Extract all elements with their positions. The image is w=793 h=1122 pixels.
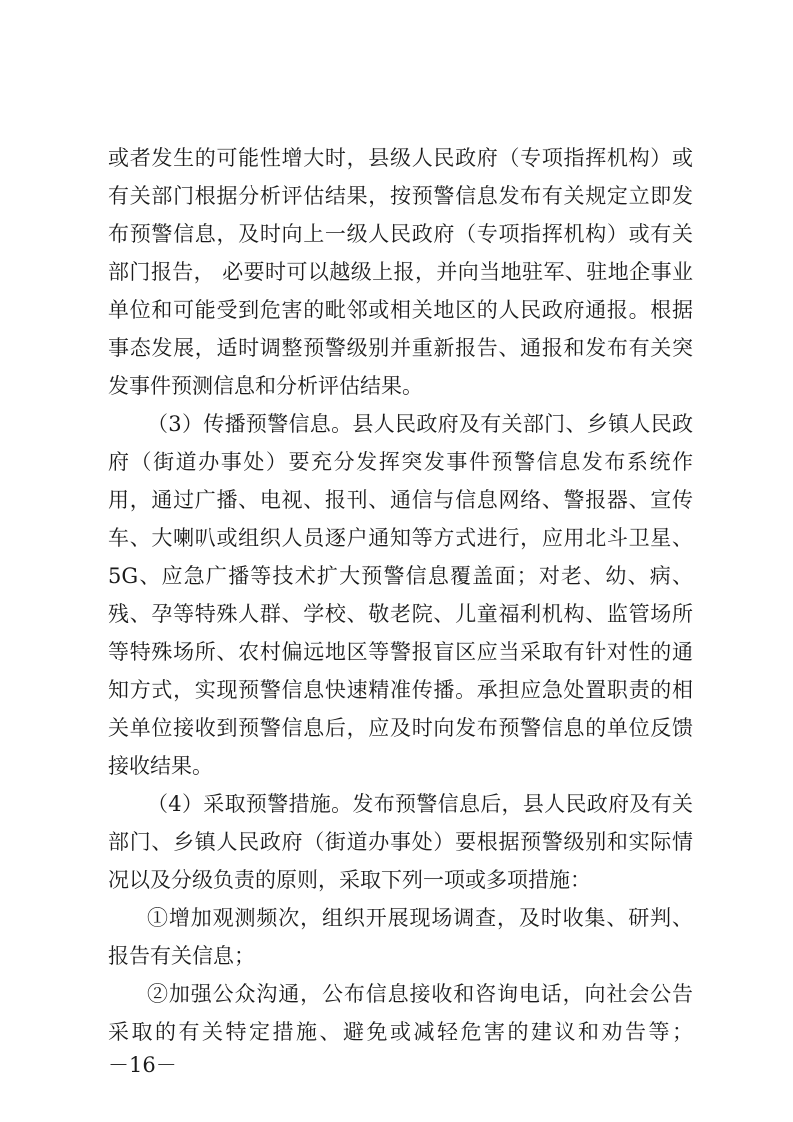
body-line: 或者发生的可能性增大时，县级人民政府（专项指挥机构）或 bbox=[108, 146, 693, 170]
paragraph-first-line: （3）传播预警信息。县人民政府及有关部门、乡镇人民政 bbox=[147, 412, 693, 436]
body-line: 接收结果。 bbox=[108, 754, 213, 778]
paragraph-first-line: （4）采取预警措施。发布预警信息后，县人民政府及有关 bbox=[147, 792, 693, 816]
body-line: 关单位接收到预警信息后，应及时向发布预警信息的单位反馈 bbox=[108, 716, 693, 740]
body-line: 用，通过广播、电视、报刊、通信与信息网络、警报器、宣传 bbox=[108, 488, 693, 512]
body-line: 事态发展，适时调整预警级别并重新报告、通报和发布有关突 bbox=[108, 336, 693, 360]
list-item-first-line: ②加强公众沟通，公布信息接收和咨询电话，向社会公告 bbox=[147, 982, 693, 1006]
body-line: 等特殊场所、农村偏远地区等警报盲区应当采取有针对性的通 bbox=[108, 640, 693, 664]
body-line: 残、孕等特殊人群、学校、敬老院、儿童福利机构、监管场所 bbox=[108, 602, 693, 626]
body-line: 况以及分级负责的原则，采取下列一项或多项措施： bbox=[108, 868, 591, 892]
page-number: －16－ bbox=[108, 1053, 177, 1077]
body-line: 有关部门根据分析评估结果，按预警信息发布有关规定立即发 bbox=[108, 184, 693, 208]
body-line: 车、大喇叭或组织人员逐户通知等方式进行，应用北斗卫星、 bbox=[108, 526, 693, 550]
body-line: 布预警信息，及时向上一级人民政府（专项指挥机构）或有关 bbox=[108, 222, 693, 246]
body-line: 5G、应急广播等技术扩大预警信息覆盖面；对老、幼、病、 bbox=[108, 564, 693, 588]
body-line: 发事件预测信息和分析评估结果。 bbox=[108, 374, 423, 398]
body-line: 知方式，实现预警信息快速精准传播。承担应急处置职责的相 bbox=[108, 678, 693, 702]
body-line: 府（街道办事处）要充分发挥突发事件预警信息发布系统作 bbox=[108, 450, 693, 474]
body-line: 部门报告， 必要时可以越级上报，并向当地驻军、驻地企事业 bbox=[108, 260, 693, 284]
list-item-first-line: ①增加观测频次，组织开展现场调查，及时收集、研判、 bbox=[147, 906, 693, 930]
body-line: 单位和可能受到危害的毗邻或相关地区的人民政府通报。根据 bbox=[108, 298, 693, 322]
body-line: 部门、乡镇人民政府（街道办事处）要根据预警级别和实际情 bbox=[108, 830, 693, 854]
body-line: 报告有关信息； bbox=[108, 944, 255, 968]
body-line: 采取的有关特定措施、避免或减轻危害的建议和劝告等； bbox=[108, 1020, 693, 1044]
